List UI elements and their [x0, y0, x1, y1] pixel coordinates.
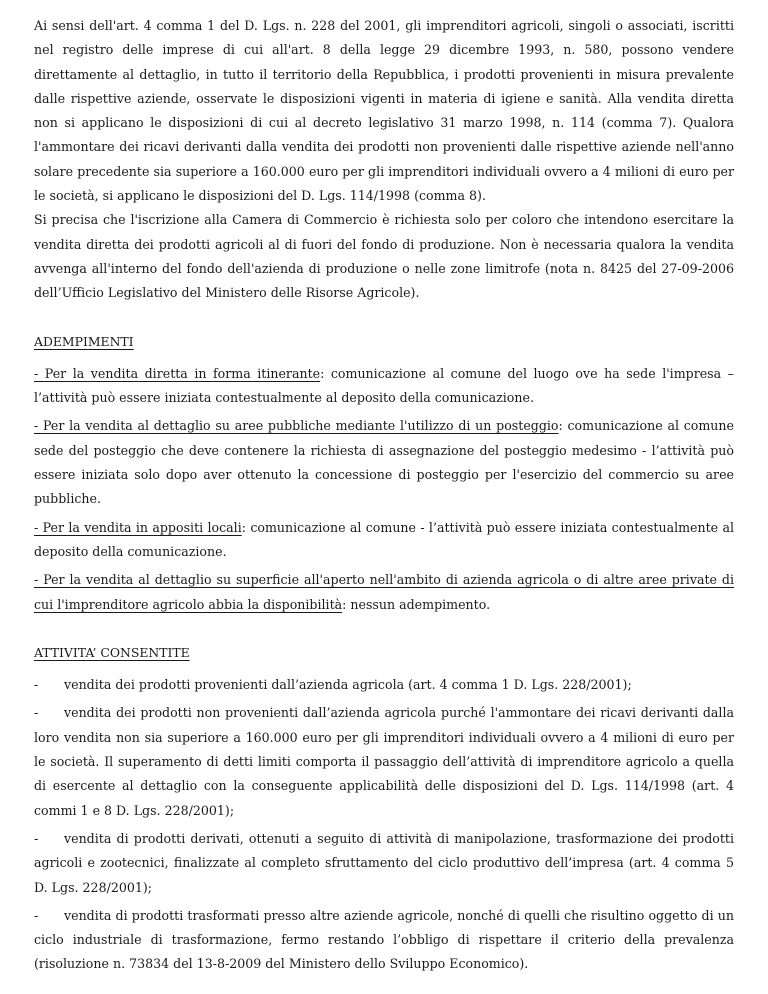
intro-paragraph-1: Ai sensi dell'art. 4 comma 1 del D. Lgs. n. 228 del 2001, gli imprenditori agricoli, singoli o associati, iscritti nel registro delle imprese di cui all'art. 8 della legge 29 dicembre 1993, n. 580, possono vendere direttamente al dettaglio, in tutto il territorio della Repubblica, i prodotti provenienti in misura prevalente dalle rispettive aziende, osservate le disposizioni vigenti in materia di igiene e sanità. Alla vendita diretta non si applicano le disposizioni di cui al decreto legislativo 31 marzo 1998, n. 114 (comma 7). Qualora l'ammontare dei ricavi derivanti dalla vendita dei prodotti non provenienti dalle rispettive aziende nell'anno solare precedente sia superiore a 160.000 euro per gli imprenditori individuali ovvero a 4 milioni di euro per le società, si applicano le disposizioni del D. Lgs. 114/1998 (comma 8). — [34, 18, 734, 204]
adempimento-text-2: : comunicazione al comune sede del posteggio che deve contenere la richiesta di assegnazione del posteggio medesimo - l’attività può essere iniziata solo dopo aver ottenuto la concessione di posteggio per l'esercizio del commercio su aree pubbliche. — [34, 418, 734, 507]
adempimento-item-3 — [34, 516, 734, 565]
adempimento-item-1 — [34, 362, 734, 411]
adempimento-lead-1: - Per la vendita diretta in forma itinerante — [34, 365, 321, 381]
heading-adempimenti: ADEMPIMENTI — [34, 333, 134, 349]
heading-attivita-consentite: ATTIVITA’ CONSENTITE — [34, 644, 190, 660]
attivita-text-4: vendita di prodotti trasformati presso altre aziende agricole, nonché di quelli che risultino oggetto di un ciclo industriale di trasformazione, fermo restando l’obbligo di rispettare il criterio della prevalenza (risoluzione n. 73834 del 13-8-2009 del Ministero dello Sviluppo Economico). — [34, 907, 734, 972]
attivita-item-2 — [34, 701, 734, 822]
document-page — [34, 14, 734, 977]
attivita-dash-1: - — [34, 677, 39, 693]
attivita-dash-4: - — [34, 907, 39, 923]
attivita-dash-3: - — [34, 830, 39, 846]
adempimento-item-2 — [34, 414, 734, 511]
attivita-dash-2: - — [34, 705, 39, 721]
attivita-text-2: vendita dei prodotti non provenienti dall’azienda agricola purché l'ammontare dei ricavi derivanti dalla loro vendita non sia superiore a 160.000 euro per gli imprenditori individuali ovvero a 4 milioni di euro per le società. Il superamento di detti limiti comporta il passaggio dell’attività di imprenditore agricolo a quella di esercente al dettaglio con la conseguente applicabilità delle disposizioni del D. Lgs. 114/1998 (art. 4 commi 1 e 8 D. Lgs. 228/2001); — [34, 705, 734, 818]
adempimento-item-4 — [34, 568, 734, 617]
intro-paragraph-2: Si precisa che l'iscrizione alla Camera di Commercio è richiesta solo per coloro che intendono esercitare la vendita diretta dei prodotti agricoli al di fuori del fondo di produzione. Non è necessaria qualora la vendita avvenga all'interno del fondo dell'azienda di produzione o nelle zone limitrofe (nota n. 8425 del 27-09-2006 dell’Ufficio Legislativo del Ministero delle Risorse Agricole). — [34, 212, 734, 301]
adempimento-text-1: : comunicazione al comune del luogo ove ha sede l'impresa – l’attività può essere iniziata contestualmente al deposito della comunicazione. — [34, 365, 734, 406]
adempimento-text-4: : nessun adempimento. — [342, 596, 491, 612]
attivita-text-3: vendita di prodotti derivati, ottenuti a seguito di attività di manipolazione, trasformazione dei prodotti agricoli e zootecnici, finalizzate al completo sfruttamento del ciclo produttivo dell’impresa (art. 4 comma 5 D. Lgs. 228/2001); — [34, 830, 734, 895]
attivita-item-1 — [34, 673, 734, 697]
attivita-item-3 — [34, 827, 734, 900]
adempimento-text-3: : comunicazione al comune - l’attività può essere iniziata contestualmente al deposito della comunicazione. — [34, 519, 735, 559]
adempimento-lead-3: - Per la vendita in appositi locali — [34, 519, 242, 535]
adempimento-lead-2: - Per la vendita al dettaglio su aree pubbliche mediante l'utilizzo di un posteggio — [34, 418, 559, 434]
adempimento-lead-4: - Per la vendita al dettaglio su superficie all'aperto nell'ambito di azienda agricola o di altre aree private di cui l'imprenditore agricolo abbia la disponibilità — [34, 572, 734, 612]
attivita-text-1: vendita dei prodotti provenienti dall’azienda agricola (art. 4 comma 1 D. Lgs. 228/2001); — [64, 677, 632, 693]
attivita-item-4 — [34, 904, 734, 977]
